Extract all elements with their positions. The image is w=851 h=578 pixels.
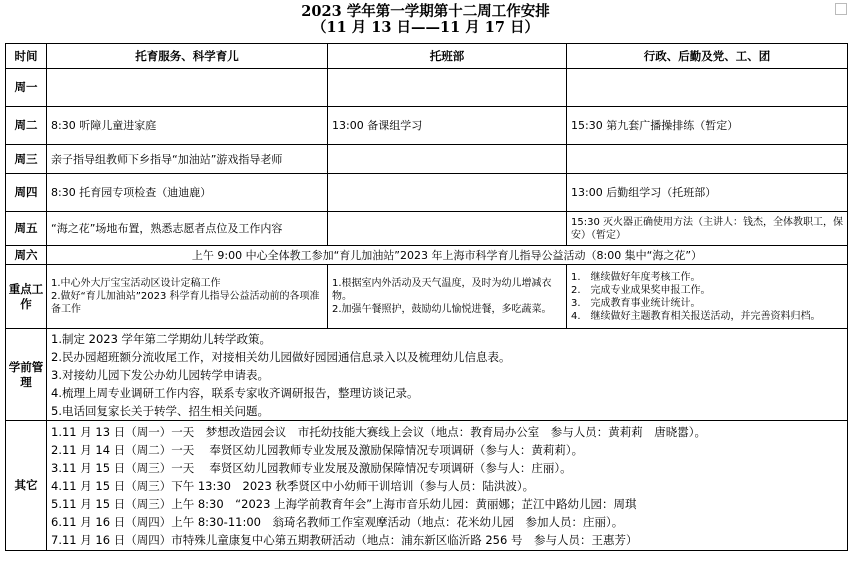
focus-admin-item: 3. 完成教育事业统计统计。: [571, 297, 701, 309]
document-title: [0, 4, 851, 36]
schedule-table: [5, 43, 848, 551]
row-wednesday: [6, 145, 848, 174]
cell-sat-merged: 上午 9:00 中心全体教工参加“育儿加油站”2023 年上海市科学育儿指导公益活动（8:00 集中“海之花”）: [47, 246, 848, 265]
focus-admin-item: 2. 完成专业成果奖申报工作。: [571, 284, 711, 296]
other-item: 1.11 月 13 日（周一）一天 梦想改造园会议 市托幼技能大赛线上会议（地点：教育局办公室 参与人员：黄莉莉 唐晓嚣）。: [51, 424, 706, 439]
row-thursday: [6, 174, 848, 212]
preschool-item: 1.制定 2023 学年第二学期幼儿转学政策。: [51, 331, 272, 346]
focus-childcare-item: 1.中心外大厅宝宝活动区设计定稿工作: [51, 278, 221, 289]
row-preschool: [6, 329, 848, 421]
row-monday: [6, 69, 848, 107]
header-childcare: 托育服务、科学育儿: [47, 44, 328, 69]
cell-mon-childcare: [47, 69, 328, 107]
focus-childcare-item: 2.做好“育儿加油站”2023 科学育儿指导公益活动前的各项准备工作: [51, 291, 320, 315]
cell-tue-admin: 15:30 第九套广播操排练（暂定）: [567, 107, 848, 145]
row-tuesday: [6, 107, 848, 145]
other-label: 其它: [6, 421, 47, 551]
cell-fri-admin: 15:30 灭火器正确使用方法（主讲人：钱杰，全体教职工，保安）（暂定）: [567, 212, 848, 246]
day-friday: 周五: [6, 212, 47, 246]
cell-fri-childcare: “海之花”场地布置，熟悉志愿者点位及工作内容: [47, 212, 328, 246]
focus-admin-item: 1. 继续做好年度考核工作。: [571, 271, 701, 283]
day-thursday: 周四: [6, 174, 47, 212]
header-time: 时间: [6, 44, 47, 69]
preschool-label: 学前管理: [6, 329, 47, 421]
preschool-item: 4.梳理上周专业调研工作内容，联系专家收齐调研报告，整理访谈记录。: [51, 385, 419, 400]
cell-wed-childcare: 亲子指导组教师下乡指导“加油站”游戏指导老师: [47, 145, 328, 174]
cell-tue-childcare: 8:30 听障儿童进家庭: [47, 107, 328, 145]
other-item: 2.11 月 14 日（周二）一天 奉贤区幼儿园教师专业发展及激励保障情况专项调研（参与人：黄莉莉）。: [51, 442, 584, 457]
row-focus: [6, 265, 848, 329]
cell-thu-nursery: [328, 174, 567, 212]
focus-nursery-item: 2.加强午餐照护，鼓励幼儿愉悦进餐，多吃蔬菜。: [332, 304, 552, 315]
cell-other: [47, 421, 848, 551]
preschool-item: 5.电话回复家长关于转学、招生相关问题。: [51, 403, 269, 418]
other-item: 5.11 月 15 日（周三）上午 8:30 “2023 上海学前教育年会”上海市音乐幼儿园：黄丽娜；芷江中路幼儿园：周琪: [51, 496, 637, 511]
other-item: 6.11 月 16 日（周四）上午 8:30-11:00 翁琦名教师工作室观摩活动（地点：花米幼儿园 参加人员：庄丽）。: [51, 514, 624, 529]
cell-fri-nursery: [328, 212, 567, 246]
cell-focus-childcare: [47, 265, 328, 329]
day-wednesday: 周三: [6, 145, 47, 174]
cell-focus-nursery: [328, 265, 567, 329]
header-row: [6, 44, 848, 69]
other-item: 3.11 月 15 日（周三）一天 奉贤区幼儿园教师专业发展及激励保障情况专项调研（参与人：庄丽）。: [51, 460, 572, 475]
day-tuesday: 周二: [6, 107, 47, 145]
row-saturday: [6, 246, 848, 265]
cell-mon-admin: [567, 69, 848, 107]
cell-thu-admin: 13:00 后勤组学习（托班部）: [567, 174, 848, 212]
cell-thu-childcare: 8:30 托育园专项检查（迪迪鹿）: [47, 174, 328, 212]
header-nursery: 托班部: [328, 44, 567, 69]
day-saturday: 周六: [6, 246, 47, 265]
cell-preschool: [47, 329, 848, 421]
focus-nursery-item: 1.根据室内外活动及天气温度，及时为幼儿增减衣物。: [332, 278, 552, 302]
day-monday: 周一: [6, 69, 47, 107]
focus-label: 重点工作: [6, 265, 47, 329]
cell-mon-nursery: [328, 69, 567, 107]
cell-focus-admin: [567, 265, 848, 329]
header-admin: 行政、后勤及党、工、团: [567, 44, 848, 69]
title-line-1: 2023 学年第一学期第十二周工作安排: [301, 3, 550, 20]
focus-admin-item: 4. 继续做好主题教育相关报送活动，并完善资料归档。: [571, 310, 821, 322]
row-friday: [6, 212, 848, 246]
preschool-item: 2.民办园超班额分流收尾工作，对接相关幼儿园做好园园通信息录入以及梳理幼儿信息表。: [51, 349, 511, 364]
cell-wed-admin: [567, 145, 848, 174]
other-item: 7.11 月 16 日（周四）市特殊儿童康复中心第五期教研活动（地点：浦东新区临沂路 256 号 参与人员：王惠芳）: [51, 532, 638, 547]
title-line-2: （11 月 13 日——11 月 17 日）: [311, 19, 539, 36]
preschool-item: 3.对接幼儿园下发公办幼儿园转学申请表。: [51, 367, 269, 382]
cell-tue-nursery: 13:00 备课组学习: [328, 107, 567, 145]
other-item: 4.11 月 15 日（周三）下午 13:30 2023 秋季贤区中小幼师干训培训（参与人员：陆洪波）。: [51, 478, 535, 493]
row-other: [6, 421, 848, 551]
cell-wed-nursery: [328, 145, 567, 174]
corner-marker: [835, 3, 847, 15]
